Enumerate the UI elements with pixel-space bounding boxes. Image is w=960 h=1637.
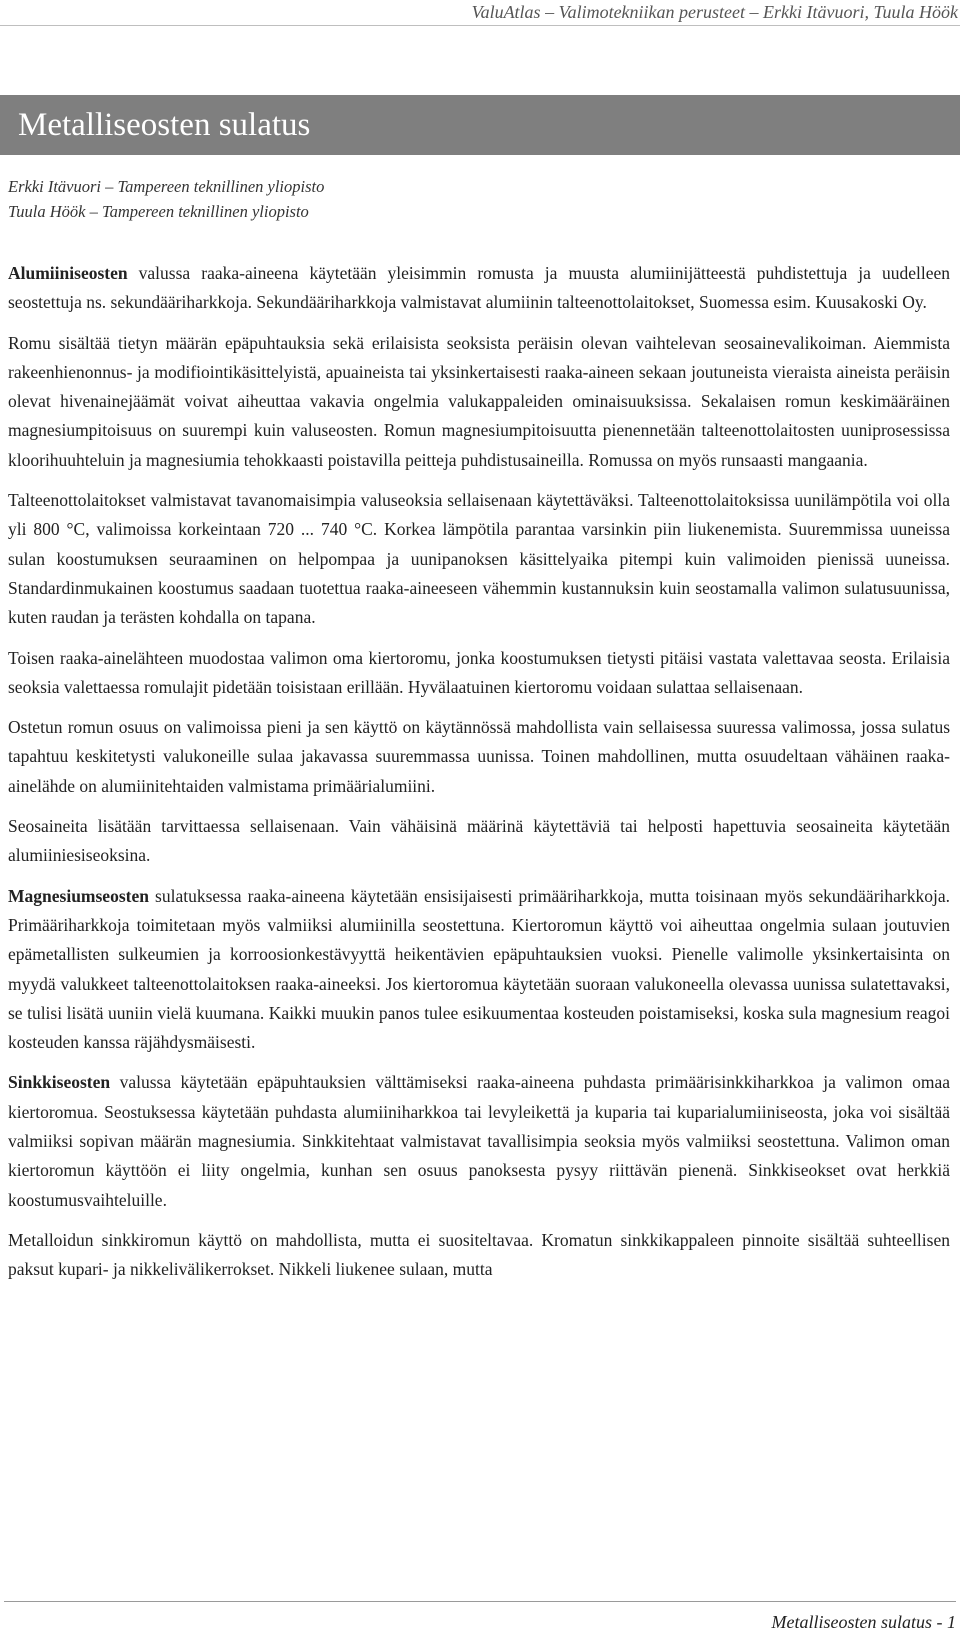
paragraph-alumiiniseokset xyxy=(8,259,950,318)
running-header-text: ValuAtlas – Valimotekniikan perusteet – Erkki Itävuori, Tuula Höök xyxy=(471,2,958,22)
paragraph-text: sulatuksessa raaka-aineena käytetään ensisijaisesti primääriharkkoja, mutta toisinaan myös sekundääriharkkoja. Primääriharkkoja toimitetaan myös valmiiksi alumiinilla seostettuna. Kiertoromun käyttö voi aiheuttaa ongelmia sulaan joutuvien epämetallisten sulkeumien ja korroosionkestävyyttä heikentävien epäpuhtauksien vuoksi. Pienelle valimolle yksinkertaisinta on myydä valukkeet talteenottolaitoksen raaka-aineeksi. Jos kiertoromua käytetään suoraan valukoneella olevassa uunissa sulatettavaksi, se tulisi lisätä uuniin vielä kuumana. Kaikki muukin panos tulee esikuumentaa kosteuden poistamiseksi, koska sula magnesium reagoi kosteuden kanssa räjähdysmäisesti. xyxy=(8,885,950,1053)
paragraph-text: Talteenottolaitokset valmistavat tavanomaisimpia valuseoksia sellaisenaan käytettäväksi. Talteenottolaitoksissa uunilämpötila voi olla yli 800 °C, valimoissa korkeintaan 720 ... 740 °C. Korkea lämpötila parantaa varsinkin piin liukenemista. Suuremmissa uuneissa sulan koostumuksen seuraaminen on helpompaa ja uunipanoksen käsittelyaika pitempi kuin valimoiden pienissä uuneissa. Standardinmukainen koostumus saadaan tuotettua raaka-aineeseen vähemmin kustannuksin kuin seostamalla valimon sulatusuunissa, kuten raudan ja terästen kohdalla on tapana. xyxy=(8,490,950,628)
paragraph-lead-term: Sinkkiseosten xyxy=(8,1072,111,1093)
paragraph-sinkkiseokset xyxy=(8,1068,950,1214)
paragraph-magnesiumseokset xyxy=(8,882,950,1058)
body-text xyxy=(8,259,950,1296)
paragraph-text: valussa raaka-aineena käytetään yleisimmin romusta ja muusta alumiinijätteestä puhdistettuja ja uudelleen seostettuja ns. sekundääriharkkoja. Sekundääriharkkoja valmistavat alumiinin talteenottolaitokset, Suomessa esim. Kuusakoski Oy. xyxy=(8,263,950,313)
paragraph-talteenotto xyxy=(8,486,950,632)
paragraph-text: valussa käytetään epäpuhtauksien välttämiseksi raaka-aineena puhdasta primäärisinkkiharkkoa ja valimon omaa kiertoromua. Seostuksessa käytetään puhdasta alumiiniharkkoa tai levyleikettä ja kuparia tai kuparialumiiniseosta, joka voi sisältää valmiiksi sopivan määrän magnesiumia. Sinkkitehtaat valmistavat tavallisimpia seoksia myös valmiiksi seostettuna. Valimon oman kiertoromun käyttöön ei liity ongelmia, kunhan sen osuus panoksesta pysyy riittävän pienenä. Sinkkiseokset ovat herkkiä koostumusvaihteluille. xyxy=(8,1072,950,1210)
running-footer: Metalliseosten sulatus - 1 xyxy=(771,1612,956,1632)
author-line: Tuula Höök – Tampereen teknillinen yliopisto xyxy=(8,202,309,221)
author-list xyxy=(8,174,324,224)
footer-divider xyxy=(4,1601,956,1602)
paragraph-seosaineet xyxy=(8,812,950,871)
paragraph-romu xyxy=(8,329,950,475)
paragraph-lead-term: Alumiiniseosten xyxy=(8,263,128,283)
author-line: Erkki Itävuori – Tampereen teknillinen yliopisto xyxy=(8,177,325,196)
paragraph-metalloitu-romu xyxy=(8,1226,950,1285)
page-title: Metalliseosten sulatus xyxy=(18,107,311,143)
paragraph-text: Seosaineita lisätään tarvittaessa sellaisenaan. Vain vähäisinä määrinä käytettäviä tai helposti hapettuvia seosaineita käytetään alumiiniesiseoksina. xyxy=(8,816,950,866)
paragraph-text: Romu sisältää tietyn määrän epäpuhtauksia sekä erilaisista seoksista peräisin olevan vaihtelevan seosainevalikoiman. Aiemmista rakeenhienonnus- ja modifiointikäsittelyistä, apuaineista tai yksinkertaisesti raaka-aineen sekaan joutuneista vieraista aineista peräisin olevat hivenainejäämät voivat aiheuttaa vakavia ongelmia valukappaleiden ominaisuuksissa. Sekalaisen romun keskimääräinen magnesiumpitoisuus on suurempi kuin valuseosten. Romun magnesiumpitoisuutta pienennetään talteenottolaitosten uuniprosessissa kloorihuuhteluin ja magnesiumia tehokkaasti poistavilla peitteja puhdistusaineilla. Romussa on myös runsaasti mangaania. xyxy=(8,332,950,470)
paragraph-lead-term: Magnesiumseosten xyxy=(8,885,149,906)
title-band xyxy=(0,95,960,155)
paragraph-text: Toisen raaka-ainelähteen muodostaa valimon oma kiertoromu, jonka koostumuksen tietysti pitäisi vastata valettavaa seosta. Erilaisia seoksia valettaessa romulajit pidetään toisistaan erillään. Hyvälaatuinen kiertoromu voidaan sulattaa sellaisenaan. xyxy=(8,647,950,697)
running-header xyxy=(0,0,960,26)
paragraph-ostettu-romu xyxy=(8,713,950,801)
paragraph-kiertoromu xyxy=(8,644,950,703)
paragraph-text: Ostetun romun osuus on valimoissa pieni ja sen käyttö on käytännössä mahdollista vain sellaisessa suuressa valimossa, jossa sulatus tapahtuu keskitetysti valukoneille sulaa jakavassa suuremmassa uunissa. Toinen mahdollinen, mutta osuudeltaan vähäinen raaka-ainelähde on alumiinitehtaiden valmistama primäärialumiini. xyxy=(8,717,950,796)
paragraph-text: Metalloidun sinkkiromun käyttö on mahdollista, mutta ei suositeltavaa. Kromatun sinkkikappaleen pinnoite sisältää suhteellisen paksut kupari- ja nikkelivälikerrokset. Nikkeli liukenee sulaan, mutta xyxy=(8,1229,950,1280)
